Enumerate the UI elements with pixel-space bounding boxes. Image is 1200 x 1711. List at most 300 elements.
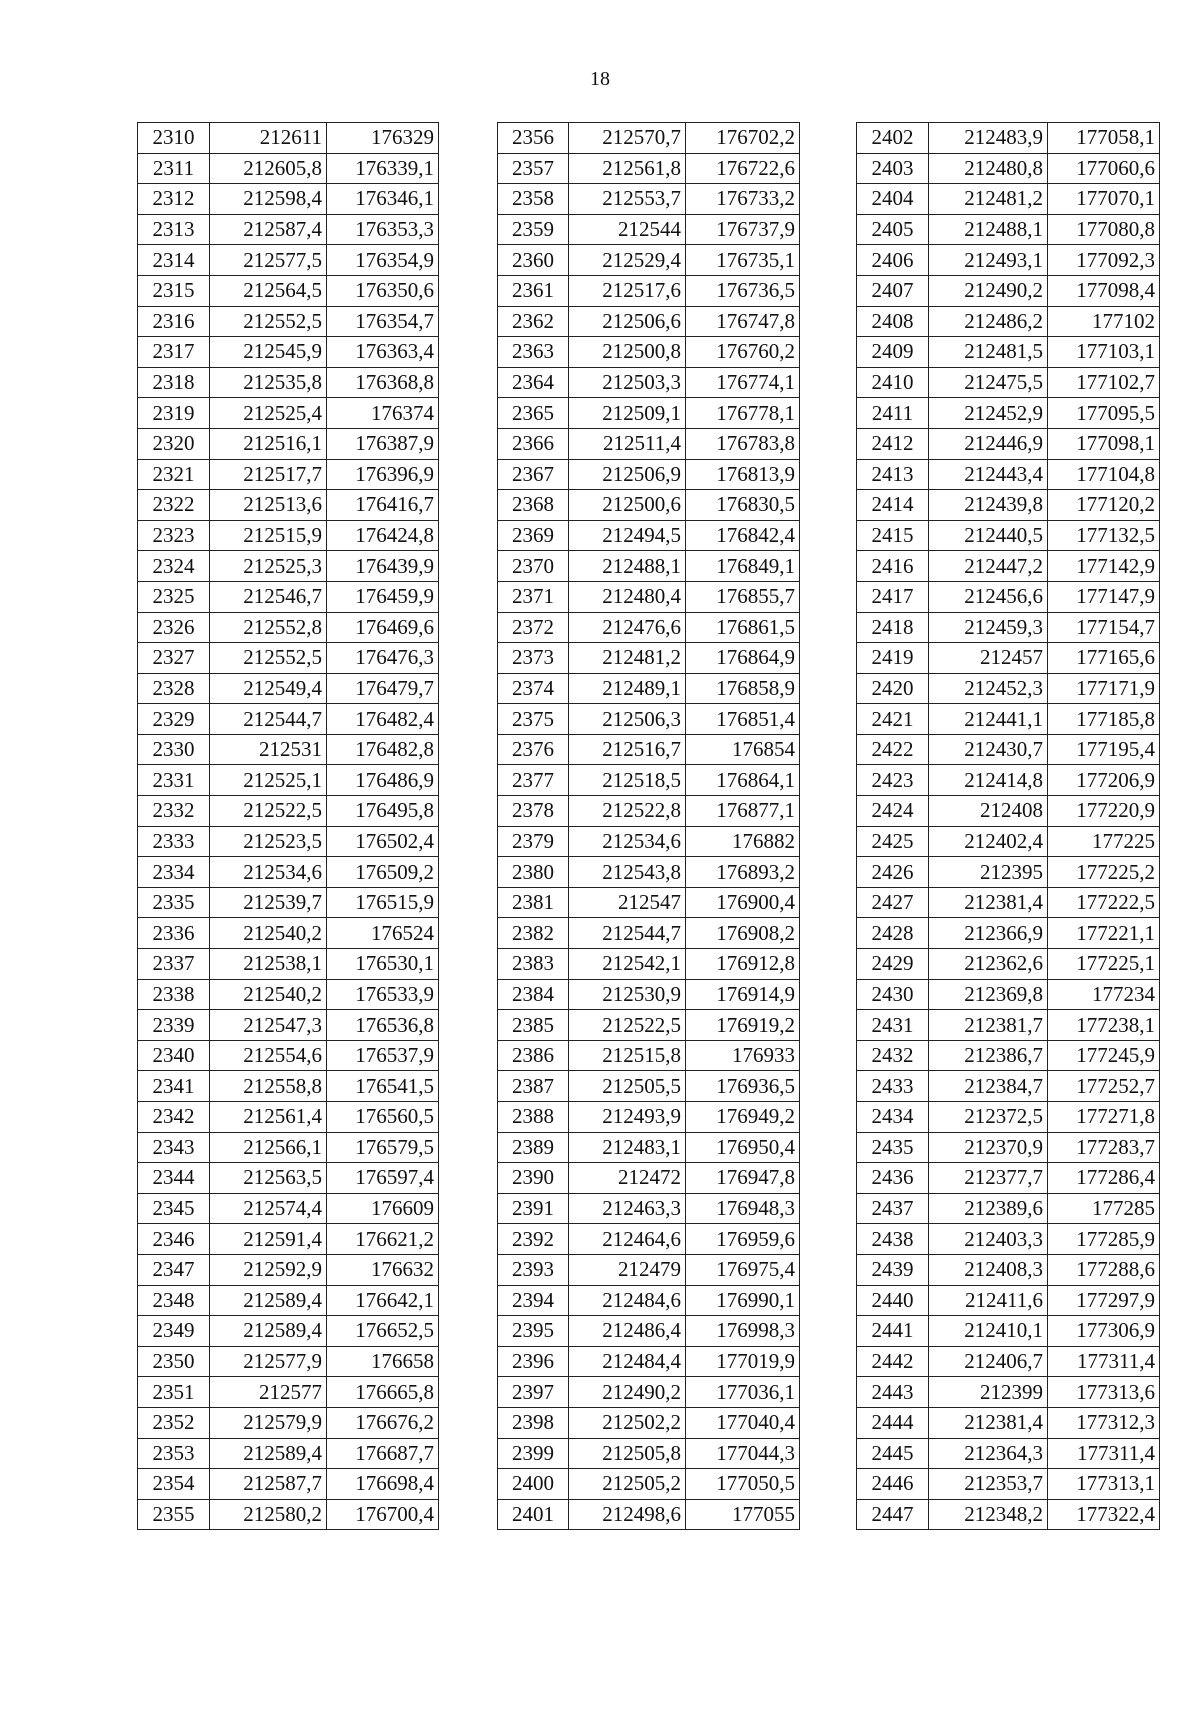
y-coordinate-cell: 177103,1 <box>1048 337 1160 368</box>
x-coordinate-cell: 212481,2 <box>569 643 686 674</box>
point-number-cell: 2326 <box>138 612 210 643</box>
point-number-cell: 2427 <box>857 887 929 918</box>
y-coordinate-cell: 177040,4 <box>686 1407 800 1438</box>
x-coordinate-cell: 212502,2 <box>569 1407 686 1438</box>
table-row <box>498 1316 800 1347</box>
x-coordinate-cell: 212563,5 <box>210 1163 327 1194</box>
page-number: 18 <box>590 68 610 90</box>
y-coordinate-cell: 176621,2 <box>327 1224 439 1255</box>
y-coordinate-cell: 177221,1 <box>1048 918 1160 949</box>
point-number-cell: 2359 <box>498 214 569 245</box>
point-number-cell: 2426 <box>857 857 929 888</box>
point-number-cell: 2361 <box>498 275 569 306</box>
point-number-cell: 2428 <box>857 918 929 949</box>
table-row <box>857 1040 1160 1071</box>
y-coordinate-cell: 176893,2 <box>686 857 800 888</box>
x-coordinate-cell: 212370,9 <box>929 1132 1048 1163</box>
point-number-cell: 2421 <box>857 704 929 735</box>
y-coordinate-cell: 176632 <box>327 1254 439 1285</box>
point-number-cell: 2405 <box>857 214 929 245</box>
y-coordinate-cell: 177142,9 <box>1048 551 1160 582</box>
y-coordinate-cell: 176858,9 <box>686 673 800 704</box>
point-number-cell: 2365 <box>498 398 569 429</box>
point-number-cell: 2383 <box>498 949 569 980</box>
x-coordinate-cell: 212522,5 <box>210 796 327 827</box>
point-number-cell: 2322 <box>138 490 210 521</box>
point-number-cell: 2336 <box>138 918 210 949</box>
x-coordinate-cell: 212410,1 <box>929 1316 1048 1347</box>
point-number-cell: 2430 <box>857 979 929 1010</box>
point-number-cell: 2445 <box>857 1438 929 1469</box>
table-row <box>138 275 439 306</box>
y-coordinate-cell: 177220,9 <box>1048 796 1160 827</box>
y-coordinate-cell: 176479,7 <box>327 673 439 704</box>
point-number-cell: 2310 <box>138 123 210 154</box>
point-number-cell: 2328 <box>138 673 210 704</box>
table-row <box>498 643 800 674</box>
table-row <box>498 337 800 368</box>
y-coordinate-cell: 176864,1 <box>686 765 800 796</box>
y-coordinate-cell: 176778,1 <box>686 398 800 429</box>
table-row <box>857 1285 1160 1316</box>
table-row <box>498 153 800 184</box>
table-row <box>857 1346 1160 1377</box>
table-row <box>498 1377 800 1408</box>
x-coordinate-cell: 212366,9 <box>929 918 1048 949</box>
table-row <box>498 1285 800 1316</box>
x-coordinate-cell: 212498,6 <box>569 1499 686 1530</box>
y-coordinate-cell: 176900,4 <box>686 887 800 918</box>
x-coordinate-cell: 212493,1 <box>929 245 1048 276</box>
table-row <box>138 826 439 857</box>
x-coordinate-cell: 212558,8 <box>210 1071 327 1102</box>
y-coordinate-cell: 177234 <box>1048 979 1160 1010</box>
point-number-cell: 2412 <box>857 428 929 459</box>
x-coordinate-cell: 212505,5 <box>569 1071 686 1102</box>
x-coordinate-cell: 212480,8 <box>929 153 1048 184</box>
y-coordinate-cell: 176339,1 <box>327 153 439 184</box>
x-coordinate-cell: 212484,4 <box>569 1346 686 1377</box>
point-number-cell: 2387 <box>498 1071 569 1102</box>
y-coordinate-cell: 176912,8 <box>686 949 800 980</box>
table-row <box>498 428 800 459</box>
x-coordinate-cell: 212516,1 <box>210 428 327 459</box>
table-row <box>138 612 439 643</box>
table-row <box>498 1163 800 1194</box>
x-coordinate-cell: 212579,9 <box>210 1407 327 1438</box>
y-coordinate-cell: 177098,4 <box>1048 275 1160 306</box>
table-row <box>498 1499 800 1530</box>
y-coordinate-cell: 176919,2 <box>686 1010 800 1041</box>
point-number-cell: 2350 <box>138 1346 210 1377</box>
x-coordinate-cell: 212506,9 <box>569 459 686 490</box>
y-coordinate-cell: 176476,3 <box>327 643 439 674</box>
x-coordinate-cell: 212577,5 <box>210 245 327 276</box>
x-coordinate-cell: 212386,7 <box>929 1040 1048 1071</box>
point-number-cell: 2351 <box>138 1377 210 1408</box>
x-coordinate-cell: 212570,7 <box>569 123 686 154</box>
y-coordinate-cell: 177322,4 <box>1048 1499 1160 1530</box>
table-row <box>138 1407 439 1438</box>
y-coordinate-cell: 176735,1 <box>686 245 800 276</box>
x-coordinate-cell: 212475,5 <box>929 367 1048 398</box>
y-coordinate-cell: 177225 <box>1048 826 1160 857</box>
point-number-cell: 2318 <box>138 367 210 398</box>
x-coordinate-cell: 212598,4 <box>210 184 327 215</box>
x-coordinate-cell: 212525,1 <box>210 765 327 796</box>
y-coordinate-cell: 177019,9 <box>686 1346 800 1377</box>
x-coordinate-cell: 212549,4 <box>210 673 327 704</box>
table-row <box>138 398 439 429</box>
point-number-cell: 2409 <box>857 337 929 368</box>
y-coordinate-cell: 177312,3 <box>1048 1407 1160 1438</box>
table-row <box>857 1132 1160 1163</box>
table-row <box>857 796 1160 827</box>
x-coordinate-cell: 212580,2 <box>210 1499 327 1530</box>
x-coordinate-cell: 212483,1 <box>569 1132 686 1163</box>
y-coordinate-cell: 176851,4 <box>686 704 800 735</box>
table-row <box>857 184 1160 215</box>
table-row <box>498 734 800 765</box>
y-coordinate-cell: 176354,7 <box>327 306 439 337</box>
point-number-cell: 2330 <box>138 734 210 765</box>
y-coordinate-cell: 176665,8 <box>327 1377 439 1408</box>
point-number-cell: 2381 <box>498 887 569 918</box>
point-number-cell: 2416 <box>857 551 929 582</box>
x-coordinate-cell: 212515,8 <box>569 1040 686 1071</box>
table-row <box>498 306 800 337</box>
point-number-cell: 2346 <box>138 1224 210 1255</box>
point-number-cell: 2442 <box>857 1346 929 1377</box>
y-coordinate-cell: 176533,9 <box>327 979 439 1010</box>
y-coordinate-cell: 176877,1 <box>686 796 800 827</box>
x-coordinate-cell: 212525,3 <box>210 551 327 582</box>
point-number-cell: 2413 <box>857 459 929 490</box>
y-coordinate-cell: 177120,2 <box>1048 490 1160 521</box>
point-number-cell: 2438 <box>857 1224 929 1255</box>
point-number-cell: 2339 <box>138 1010 210 1041</box>
x-coordinate-cell: 212611 <box>210 123 327 154</box>
x-coordinate-cell: 212538,1 <box>210 949 327 980</box>
x-coordinate-cell: 212364,3 <box>929 1438 1048 1469</box>
x-coordinate-cell: 212566,1 <box>210 1132 327 1163</box>
x-coordinate-cell: 212503,3 <box>569 367 686 398</box>
table-row <box>857 398 1160 429</box>
y-coordinate-cell: 176469,6 <box>327 612 439 643</box>
x-coordinate-cell: 212493,9 <box>569 1102 686 1133</box>
point-number-cell: 2434 <box>857 1102 929 1133</box>
x-coordinate-cell: 212517,6 <box>569 275 686 306</box>
table-row <box>138 306 439 337</box>
table-row <box>857 490 1160 521</box>
point-number-cell: 2443 <box>857 1377 929 1408</box>
table-row <box>857 1407 1160 1438</box>
y-coordinate-cell: 176515,9 <box>327 887 439 918</box>
table-row <box>498 459 800 490</box>
y-coordinate-cell: 176830,5 <box>686 490 800 521</box>
table-row <box>498 949 800 980</box>
y-coordinate-cell: 176722,6 <box>686 153 800 184</box>
point-number-cell: 2406 <box>857 245 929 276</box>
y-coordinate-cell: 176537,9 <box>327 1040 439 1071</box>
table-row <box>138 643 439 674</box>
y-coordinate-cell: 177225,2 <box>1048 857 1160 888</box>
y-coordinate-cell: 176687,7 <box>327 1438 439 1469</box>
table-row <box>138 428 439 459</box>
x-coordinate-cell: 212564,5 <box>210 275 327 306</box>
table-row <box>138 245 439 276</box>
point-number-cell: 2345 <box>138 1193 210 1224</box>
table-row <box>857 1499 1160 1530</box>
y-coordinate-cell: 177098,1 <box>1048 428 1160 459</box>
point-number-cell: 2398 <box>498 1407 569 1438</box>
table-row <box>498 1071 800 1102</box>
point-number-cell: 2420 <box>857 673 929 704</box>
y-coordinate-cell: 176849,1 <box>686 551 800 582</box>
table-row <box>857 1163 1160 1194</box>
x-coordinate-cell: 212362,6 <box>929 949 1048 980</box>
table-row <box>138 1285 439 1316</box>
x-coordinate-cell: 212511,4 <box>569 428 686 459</box>
coordinate-table-1 <box>137 122 439 1530</box>
table-row <box>498 1254 800 1285</box>
coordinate-table-2 <box>497 122 800 1530</box>
y-coordinate-cell: 176374 <box>327 398 439 429</box>
table-row <box>138 520 439 551</box>
y-coordinate-cell: 176747,8 <box>686 306 800 337</box>
point-number-cell: 2440 <box>857 1285 929 1316</box>
point-number-cell: 2354 <box>138 1469 210 1500</box>
x-coordinate-cell: 212540,2 <box>210 979 327 1010</box>
y-coordinate-cell: 176530,1 <box>327 949 439 980</box>
table-row <box>138 1040 439 1071</box>
x-coordinate-cell: 212515,9 <box>210 520 327 551</box>
y-coordinate-cell: 176459,9 <box>327 581 439 612</box>
point-number-cell: 2402 <box>857 123 929 154</box>
point-number-cell: 2417 <box>857 581 929 612</box>
table-row <box>498 214 800 245</box>
table-row <box>498 275 800 306</box>
point-number-cell: 2446 <box>857 1469 929 1500</box>
y-coordinate-cell: 177104,8 <box>1048 459 1160 490</box>
y-coordinate-cell: 177058,1 <box>1048 123 1160 154</box>
point-number-cell: 2425 <box>857 826 929 857</box>
x-coordinate-cell: 212552,5 <box>210 306 327 337</box>
table-row <box>857 1254 1160 1285</box>
table-row <box>857 551 1160 582</box>
table-row <box>498 1224 800 1255</box>
point-number-cell: 2410 <box>857 367 929 398</box>
x-coordinate-cell: 212381,7 <box>929 1010 1048 1041</box>
point-number-cell: 2367 <box>498 459 569 490</box>
table-row <box>498 1132 800 1163</box>
x-coordinate-cell: 212577,9 <box>210 1346 327 1377</box>
table-row <box>498 184 800 215</box>
x-coordinate-cell: 212411,6 <box>929 1285 1048 1316</box>
x-coordinate-cell: 212430,7 <box>929 734 1048 765</box>
x-coordinate-cell: 212488,1 <box>929 214 1048 245</box>
x-coordinate-cell: 212525,4 <box>210 398 327 429</box>
x-coordinate-cell: 212513,6 <box>210 490 327 521</box>
x-coordinate-cell: 212574,4 <box>210 1193 327 1224</box>
y-coordinate-cell: 176936,5 <box>686 1071 800 1102</box>
x-coordinate-cell: 212561,8 <box>569 153 686 184</box>
y-coordinate-cell: 177171,9 <box>1048 673 1160 704</box>
x-coordinate-cell: 212372,5 <box>929 1102 1048 1133</box>
table-row <box>138 918 439 949</box>
table-row <box>138 1499 439 1530</box>
x-coordinate-cell: 212530,9 <box>569 979 686 1010</box>
point-number-cell: 2357 <box>498 153 569 184</box>
x-coordinate-cell: 212546,7 <box>210 581 327 612</box>
x-coordinate-cell: 212545,9 <box>210 337 327 368</box>
table-row <box>857 1224 1160 1255</box>
y-coordinate-cell: 176861,5 <box>686 612 800 643</box>
table-row <box>138 184 439 215</box>
table-row <box>138 765 439 796</box>
point-number-cell: 2392 <box>498 1224 569 1255</box>
point-number-cell: 2431 <box>857 1010 929 1041</box>
y-coordinate-cell: 177286,4 <box>1048 1163 1160 1194</box>
table-row <box>138 1316 439 1347</box>
x-coordinate-cell: 212457 <box>929 643 1048 674</box>
table-row <box>857 153 1160 184</box>
point-number-cell: 2343 <box>138 1132 210 1163</box>
point-number-cell: 2311 <box>138 153 210 184</box>
y-coordinate-cell: 176854 <box>686 734 800 765</box>
table-row <box>498 581 800 612</box>
x-coordinate-cell: 212505,2 <box>569 1469 686 1500</box>
y-coordinate-cell: 176387,9 <box>327 428 439 459</box>
x-coordinate-cell: 212516,7 <box>569 734 686 765</box>
point-number-cell: 2329 <box>138 704 210 735</box>
point-number-cell: 2321 <box>138 459 210 490</box>
point-number-cell: 2389 <box>498 1132 569 1163</box>
y-coordinate-cell: 177044,3 <box>686 1438 800 1469</box>
y-coordinate-cell: 177036,1 <box>686 1377 800 1408</box>
x-coordinate-cell: 212381,4 <box>929 887 1048 918</box>
y-coordinate-cell: 176855,7 <box>686 581 800 612</box>
table-row <box>498 826 800 857</box>
x-coordinate-cell: 212529,4 <box>569 245 686 276</box>
x-coordinate-cell: 212389,6 <box>929 1193 1048 1224</box>
x-coordinate-cell: 212577 <box>210 1377 327 1408</box>
x-coordinate-cell: 212348,2 <box>929 1499 1048 1530</box>
point-number-cell: 2366 <box>498 428 569 459</box>
table-row <box>498 520 800 551</box>
x-coordinate-cell: 212523,5 <box>210 826 327 857</box>
x-coordinate-cell: 212522,8 <box>569 796 686 827</box>
x-coordinate-cell: 212592,9 <box>210 1254 327 1285</box>
y-coordinate-cell: 177238,1 <box>1048 1010 1160 1041</box>
table-row <box>857 704 1160 735</box>
x-coordinate-cell: 212553,7 <box>569 184 686 215</box>
point-number-cell: 2373 <box>498 643 569 674</box>
coordinate-table-3 <box>856 122 1160 1530</box>
point-number-cell: 2432 <box>857 1040 929 1071</box>
y-coordinate-cell: 177055 <box>686 1499 800 1530</box>
x-coordinate-cell: 212486,4 <box>569 1316 686 1347</box>
point-number-cell: 2370 <box>498 551 569 582</box>
y-coordinate-cell: 176998,3 <box>686 1316 800 1347</box>
table-row <box>138 887 439 918</box>
x-coordinate-cell: 212488,1 <box>569 551 686 582</box>
y-coordinate-cell: 177185,8 <box>1048 704 1160 735</box>
point-number-cell: 2408 <box>857 306 929 337</box>
y-coordinate-cell: 177102 <box>1048 306 1160 337</box>
point-number-cell: 2348 <box>138 1285 210 1316</box>
table-row <box>857 643 1160 674</box>
x-coordinate-cell: 212539,7 <box>210 887 327 918</box>
point-number-cell: 2332 <box>138 796 210 827</box>
y-coordinate-cell: 177080,8 <box>1048 214 1160 245</box>
table-row <box>857 826 1160 857</box>
point-number-cell: 2379 <box>498 826 569 857</box>
point-number-cell: 2395 <box>498 1316 569 1347</box>
y-coordinate-cell: 176733,2 <box>686 184 800 215</box>
y-coordinate-cell: 177285,9 <box>1048 1224 1160 1255</box>
point-number-cell: 2358 <box>498 184 569 215</box>
point-number-cell: 2344 <box>138 1163 210 1194</box>
y-coordinate-cell: 176416,7 <box>327 490 439 521</box>
y-coordinate-cell: 176737,9 <box>686 214 800 245</box>
table-row <box>138 1010 439 1041</box>
table-row <box>498 979 800 1010</box>
x-coordinate-cell: 212456,6 <box>929 581 1048 612</box>
y-coordinate-cell: 177271,8 <box>1048 1102 1160 1133</box>
point-number-cell: 2324 <box>138 551 210 582</box>
point-number-cell: 2439 <box>857 1254 929 1285</box>
point-number-cell: 2415 <box>857 520 929 551</box>
point-number-cell: 2334 <box>138 857 210 888</box>
point-number-cell: 2312 <box>138 184 210 215</box>
x-coordinate-cell: 212506,6 <box>569 306 686 337</box>
y-coordinate-cell: 176524 <box>327 918 439 949</box>
y-coordinate-cell: 177313,1 <box>1048 1469 1160 1500</box>
table-row <box>138 1469 439 1500</box>
x-coordinate-cell: 212463,3 <box>569 1193 686 1224</box>
x-coordinate-cell: 212377,7 <box>929 1163 1048 1194</box>
x-coordinate-cell: 212522,5 <box>569 1010 686 1041</box>
x-coordinate-cell: 212403,3 <box>929 1224 1048 1255</box>
table-row <box>498 704 800 735</box>
point-number-cell: 2340 <box>138 1040 210 1071</box>
y-coordinate-cell: 176350,6 <box>327 275 439 306</box>
x-coordinate-cell: 212414,8 <box>929 765 1048 796</box>
table-row <box>498 1010 800 1041</box>
x-coordinate-cell: 212484,6 <box>569 1285 686 1316</box>
x-coordinate-cell: 212464,6 <box>569 1224 686 1255</box>
y-coordinate-cell: 177283,7 <box>1048 1132 1160 1163</box>
y-coordinate-cell: 177245,9 <box>1048 1040 1160 1071</box>
y-coordinate-cell: 176700,4 <box>327 1499 439 1530</box>
x-coordinate-cell: 212452,3 <box>929 673 1048 704</box>
table-row <box>498 1102 800 1133</box>
point-number-cell: 2382 <box>498 918 569 949</box>
y-coordinate-cell: 176424,8 <box>327 520 439 551</box>
point-number-cell: 2327 <box>138 643 210 674</box>
point-number-cell: 2314 <box>138 245 210 276</box>
x-coordinate-cell: 212440,5 <box>929 520 1048 551</box>
y-coordinate-cell: 176652,5 <box>327 1316 439 1347</box>
y-coordinate-cell: 177288,6 <box>1048 1254 1160 1285</box>
x-coordinate-cell: 212506,3 <box>569 704 686 735</box>
x-coordinate-cell: 212535,8 <box>210 367 327 398</box>
y-coordinate-cell: 176363,4 <box>327 337 439 368</box>
y-coordinate-cell: 176702,2 <box>686 123 800 154</box>
x-coordinate-cell: 212547 <box>569 887 686 918</box>
table-row <box>498 551 800 582</box>
